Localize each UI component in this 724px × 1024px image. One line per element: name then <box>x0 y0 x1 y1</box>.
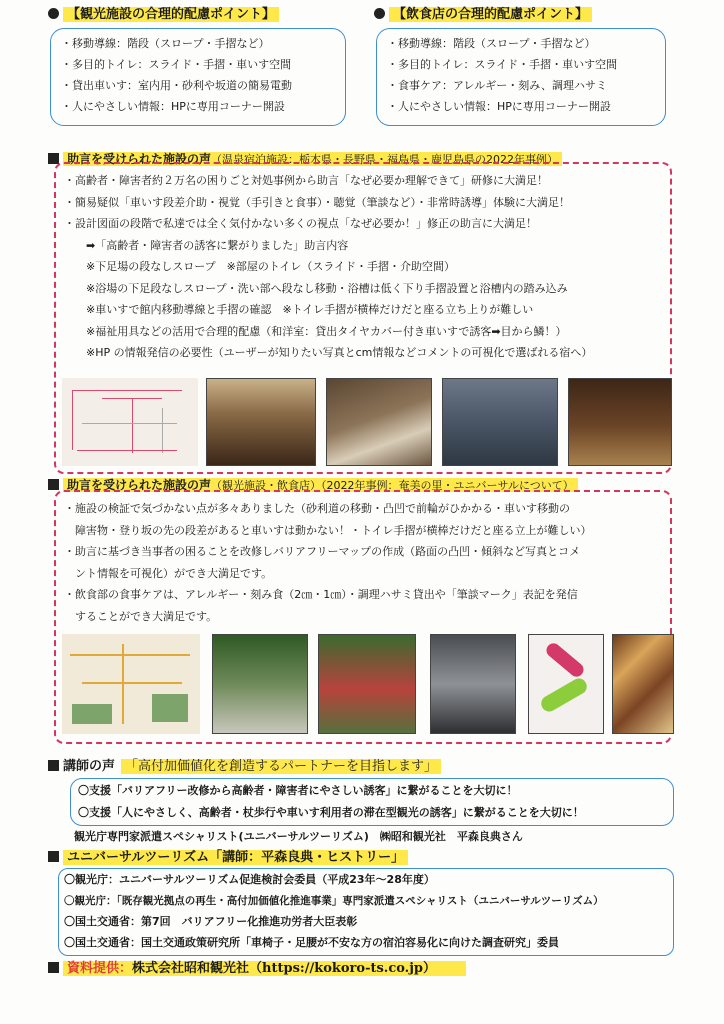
barrier-free-map-image <box>62 634 200 734</box>
text-line: ➡「高齢者・障害者の誘客に繋がりました」助言内容 <box>64 238 349 252</box>
restaurant-entrance-photo <box>430 634 516 734</box>
bullet-icon <box>48 8 59 19</box>
list-item: ・移動導線：階段（スロープ・手摺など） <box>387 37 596 50</box>
toilet-photo <box>326 378 432 466</box>
meal-photo <box>612 634 674 734</box>
entrance-slope-photo <box>206 378 316 466</box>
tourism-points-heading: 【観光施設の合理的配慮ポイント】 <box>48 6 279 24</box>
list-item: ・食事ケア：アレルギー・刻み、調理ハサミ <box>387 79 607 92</box>
onsen-voices-heading: 助言を受けられた施設の声（温泉宿泊施設：栃木県・長野県・福島県・鹿児島県の2022年事例） <box>48 150 562 169</box>
bullet-icon <box>48 851 59 862</box>
history-line: 〇観光庁：ユニバーサルツーリズム促進検討会委員（平成23年～28年度） <box>64 873 435 886</box>
tourism-points-box <box>50 28 346 126</box>
bullet-icon <box>374 8 385 19</box>
text-line: ・飲食部の食事ケアは、アレルギー・刻み食（2㎝・1㎝）・調理ハサミ貸出や「筆談マーク」表記を発信 <box>64 588 578 601</box>
list-item: ・貸出車いす：室内用・砂利や坂道の簡易電動 <box>61 79 292 92</box>
bullet-icon <box>48 153 59 164</box>
text-line: ・設計図面の段階で私達では全く気付かない多くの視点「なぜ必要か！」修正の助言に大満足！ <box>64 217 537 230</box>
bullet-icon <box>48 760 59 771</box>
instructor-voice-heading: 講師の声 「高付加価値化を創造するパートナーを目指します」 <box>48 758 441 776</box>
list-item: ・多目的トイレ：スライド・手摺・車いす空間 <box>61 58 292 71</box>
list-item: ・移動導線：階段（スロープ・手摺など） <box>61 37 270 50</box>
restaurant-points-box <box>376 28 666 126</box>
floor-plan-image <box>62 378 198 466</box>
source-credit: 資料提供：株式会社昭和観光社（https://kokoro-ts.co.jp） <box>48 960 466 978</box>
onsen-voices-text <box>64 170 664 364</box>
list-item: ・人にやさしい情報：HPに専用コーナー開設 <box>387 100 611 113</box>
instructor-signature: 観光庁専門家派遣スペシャリスト(ユニバーサルツーリズム) ㈱昭和観光社 平森良典さん <box>74 830 523 843</box>
bridge-photo <box>318 634 416 734</box>
text-line: ※下足場の段なしスロープ ※部屋のトイレ（スライド・手摺・介助空間） <box>64 260 456 273</box>
slope-path-photo <box>212 634 308 734</box>
restaurant-points-heading: 【飲食店の合理的配慮ポイント】 <box>374 6 592 24</box>
support-line: 〇支援「人にやさしく、高齢者・杖歩行や車いす利用者の滞在型観光の誘客」に繋がることを大切に！ <box>78 806 584 819</box>
text-line: ント情報を可視化）ができ大満足です。 <box>64 566 273 580</box>
bullet-icon <box>48 479 59 490</box>
list-item: ・人にやさしい情報：HPに専用コーナー開設 <box>61 100 285 113</box>
text-line: ・簡易疑似「車いす段差介助・視覚（手引きと食事）・聴覚（筆談など）・非常時誘導」体験に大満足！ <box>64 195 570 209</box>
text-line: ※福祉用具などの活用で合理的配慮（和洋室：貸出タイヤカバー付き車いすで誘客➡目から鱗！） <box>64 324 567 338</box>
history-line: 〇国土交通省：国土交通政策研究所「車椅子・足腰が不安な方の宿泊容易化に向けた調査研究」委員 <box>64 936 559 949</box>
history-line: 〇国土交通省：第7回 バリアフリー化推進功労者大臣表彰 <box>64 915 358 928</box>
history-line: 〇観光庁：「既存観光拠点の再生・高付加価値化推進事業」専門家派遣スペシャリスト（ユニバーサルツーリズム） <box>64 895 604 907</box>
text-line: ※浴場の下足段なしスロープ・洗い部へ段なし移動・浴槽は低く下り手摺設置と浴槽内の踏み込み <box>64 281 568 295</box>
text-line: ※HP の情報発信の必要性（ユーザーが知りたい写真とcm情報などコメントの可視化で選ばれる宿へ） <box>64 346 593 359</box>
corridor-photo <box>568 378 672 466</box>
text-line: ※車いすで館内移動導線と手摺の確認 ※トイレ手摺が横棒だけだと座る立ち上りが難しい <box>64 303 534 316</box>
history-heading: ユニバーサルツーリズム「講師：平森良典・ヒストリー」 <box>48 849 408 867</box>
text-line: ・高齢者・障害者約２万名の困りごと対処事例から助言「なぜ必要か理解できて」研修に大満足！ <box>64 174 548 187</box>
text-line: することができ大満足です。 <box>64 609 218 623</box>
support-line: 〇支援「バリアフリー改修から高齢者・障害者にやさしい誘客」に繋がることを大切に！ <box>78 784 518 797</box>
text-line: ・助言に基づき当事者の困ることを改修しバリアフリーマップの作成（路面の凸凹・傾斜など写真とコメ <box>64 545 581 558</box>
bath-photo <box>442 378 558 466</box>
tourism-voices-heading: 助言を受けられた施設の声（観光施設・飲食店）（2022年事例：奄美の里・ユニバーサルについて） <box>48 476 578 495</box>
cooking-scissors-photo <box>528 634 604 734</box>
company-url[interactable]: （https://kokoro-ts.co.jp） <box>249 961 436 976</box>
bullet-icon <box>48 962 59 973</box>
list-item: ・多目的トイレ：スライド・手摺・車いす空間 <box>387 58 618 71</box>
text-line: 障害物・登り坂の先の段差があると車いすは動かない！・トイレ手摺が横棒だけだと座る立上が難しい） <box>64 523 592 537</box>
tourism-voices-text <box>64 498 664 627</box>
text-line: ・施設の検証で気づかない点が多々ありました（砂利道の移動・凸凹で前輪がひかかる・車いす移動の <box>64 502 570 515</box>
